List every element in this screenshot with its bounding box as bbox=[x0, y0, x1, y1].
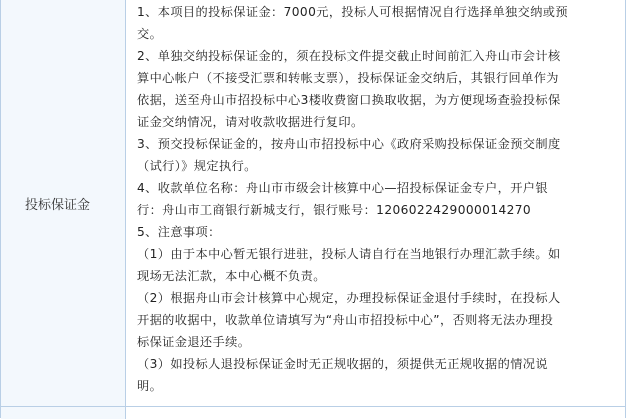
text-line: 2、单独交纳投标保证金的，须在投标文件提交截止时间前汇入舟山市会计核 bbox=[137, 49, 561, 63]
text-line: 现场无法汇款，本中心概不负责。 bbox=[137, 269, 326, 283]
text-line: （2）根据舟山市会计核算中心规定，办理投标保证金退付手续时，在投标人 bbox=[137, 291, 561, 305]
text-line: 明。 bbox=[137, 379, 163, 393]
content-text bbox=[137, 1, 619, 397]
text-line: （1）由于本中心暂无银行进驻，投标人请自行在当地银行办理汇款手续。如 bbox=[137, 247, 561, 261]
text-line: 3、预交投标保证金的，按舟山市招投标中心《政府采购投标保证金预交制度 bbox=[137, 137, 561, 151]
text-line: 1、本项目的投标保证金：7000元，投标人可根据情况自行选择单独交纳或预 bbox=[137, 5, 568, 19]
text-line: 算中心帐户（不接受汇票和转帐支票），投标保证金交纳后，其银行回单作为 bbox=[137, 71, 559, 85]
text-line: 证金交纳情况，请对收款收据进行复印。 bbox=[137, 115, 364, 129]
text-line: 4、收款单位名称：舟山市市级会计核算中心—招投标保证金专户，开户银 bbox=[137, 181, 548, 195]
text-line: 标保证金退还手续。 bbox=[137, 335, 251, 349]
row-label: 投标保证金 bbox=[25, 198, 91, 213]
text-line: 交。 bbox=[137, 27, 163, 41]
text-line: 5、注意事项： bbox=[137, 225, 221, 239]
text-line: （试行）》规定执行。 bbox=[137, 159, 257, 173]
next-row-label-cell bbox=[1, 407, 126, 419]
next-row bbox=[1, 406, 625, 419]
content-cell bbox=[127, 0, 625, 406]
text-line: 依据，送至舟山市招投标中心3楼收费窗口换取收据，为方便现场查验投标保 bbox=[137, 93, 561, 107]
text-line: 行：舟山市工商银行新城支行，银行账号：1206022429000014270 bbox=[137, 203, 532, 217]
text-line: （3）如投标人退投标保证金时无正规收据的，须提供无正规收据的情况说 bbox=[137, 357, 548, 371]
label-cell bbox=[1, 0, 126, 406]
text-line: 开据的收据中，收款单位请填写为“舟山市招投标中心”，否则将无法办理投 bbox=[137, 313, 554, 327]
